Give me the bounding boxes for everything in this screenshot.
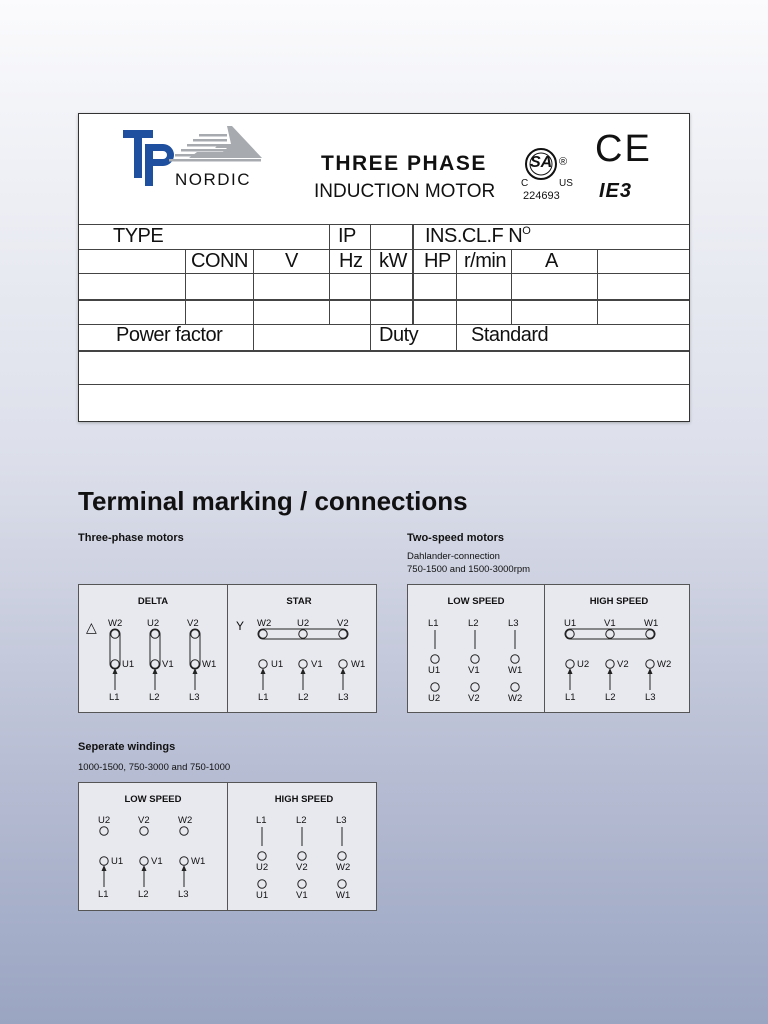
terminal: [511, 655, 519, 663]
delta-bot-u1: U1: [122, 659, 135, 670]
terminal: [338, 880, 346, 888]
two-speed-heading: Two-speed motors: [407, 532, 504, 544]
csa-number: 224693: [523, 190, 560, 202]
insulation-sup: O: [522, 225, 531, 237]
csa-mark: SA: [530, 154, 553, 171]
terminal: [151, 630, 159, 638]
arrow-head: [102, 865, 107, 871]
sep-high-l1: L1: [256, 815, 267, 826]
sep-low-l3: L3: [178, 889, 189, 900]
terminal: [299, 630, 307, 638]
delta-top-w2: W2: [108, 618, 123, 629]
star-line-l1: L1: [258, 692, 269, 703]
terminal: [140, 827, 148, 835]
terminal: [646, 630, 654, 638]
terminal: [191, 660, 199, 668]
terminal: [140, 857, 148, 865]
dahl-low-u1: U1: [428, 665, 441, 676]
dahl-low-title: LOW SPEED: [447, 596, 505, 607]
dahl-high-l2: L2: [605, 692, 616, 703]
delta-line-l3: L3: [189, 692, 200, 703]
sep-low-w2: W2: [178, 815, 193, 826]
terminal: [298, 880, 306, 888]
sep-high-u1: U1: [256, 890, 269, 901]
sep-low-l2: L2: [138, 889, 149, 900]
delta-symbol-icon: △: [86, 619, 97, 635]
terminal: [606, 630, 614, 638]
sep-high-u2: U2: [256, 862, 269, 873]
sep-high-title: HIGH SPEED: [274, 794, 334, 805]
label-rmin: r/min: [464, 250, 506, 272]
bridge-link: [110, 629, 120, 669]
terminal: [100, 857, 108, 865]
delta-bot-v1: V1: [162, 659, 174, 670]
dahl-low-l1: L1: [428, 618, 439, 629]
csa-c: C: [521, 178, 529, 189]
delta-top-v2: V2: [187, 618, 199, 629]
terminal: [431, 683, 439, 691]
dahl-high-w2: W2: [657, 659, 672, 670]
plate-subtitle: INDUCTION MOTOR: [314, 181, 496, 202]
dahl-high-v2: V2: [617, 659, 629, 670]
ce-mark: CE: [595, 128, 652, 170]
star-bot-v1: V1: [311, 659, 323, 670]
csa-us: US: [559, 178, 573, 189]
terminal: [566, 630, 574, 638]
dahlander-text: Dahlander-connection: [407, 551, 500, 562]
bridge-link: [258, 629, 348, 639]
terminal: [259, 660, 267, 668]
terminal: [191, 630, 199, 638]
sep-high-l3: L3: [336, 815, 347, 826]
dahl-low-v2: V2: [468, 693, 480, 704]
sep-low-w1: W1: [191, 856, 206, 867]
delta-line-l2: L2: [149, 692, 160, 703]
sep-low-u2: U2: [98, 815, 111, 826]
dahl-high-u1: U1: [564, 618, 577, 629]
label-current: A: [545, 250, 558, 272]
terminal: [111, 660, 119, 668]
sep-low-v1: V1: [151, 856, 163, 867]
terminal: [180, 857, 188, 865]
dahl-low-l2: L2: [468, 618, 479, 629]
separate-rpm-text: 1000-1500, 750-3000 and 750-1000: [78, 762, 231, 773]
dahl-high-l3: L3: [645, 692, 656, 703]
star-line-l3: L3: [338, 692, 349, 703]
sep-high-v2: V2: [296, 862, 308, 873]
sep-low-v2: V2: [138, 815, 150, 826]
ie3-class: IE3: [599, 180, 633, 202]
dahl-high-l1: L1: [565, 692, 576, 703]
star-top-u2: U2: [297, 618, 310, 629]
sep-high-v1: V1: [296, 890, 308, 901]
sep-high-w2: W2: [336, 862, 351, 873]
label-hz: Hz: [339, 250, 363, 272]
label-kw: kW: [379, 250, 407, 272]
arrow-head: [568, 668, 573, 674]
terminal: [299, 660, 307, 668]
terminal: [338, 852, 346, 860]
sep-high-l2: L2: [296, 815, 307, 826]
star-bot-u1: U1: [271, 659, 284, 670]
label-ip: IP: [338, 225, 356, 247]
terminal: [258, 852, 266, 860]
brand-name: NORDIC: [175, 170, 252, 189]
delta-bot-w1: W1: [202, 659, 217, 670]
terminal: [339, 630, 347, 638]
terminal: [259, 630, 267, 638]
insulation-text: INS.CL.F N: [425, 225, 523, 247]
terminal: [258, 880, 266, 888]
terminal: [566, 660, 574, 668]
csa-registered: ®: [559, 156, 568, 168]
dahl-high-w1: W1: [644, 618, 659, 629]
terminal: [511, 683, 519, 691]
bridge-link: [190, 629, 200, 669]
arrow-head: [608, 668, 613, 674]
dahlander-rpm-text: 750-1500 and 1500-3000rpm: [407, 564, 531, 575]
three-phase-heading: Three-phase motors: [78, 532, 184, 544]
sep-low-l1: L1: [98, 889, 109, 900]
star-top-w2: W2: [257, 618, 272, 629]
dahl-low-w2: W2: [508, 693, 523, 704]
star-line-l2: L2: [298, 692, 309, 703]
section-title: Terminal marking / connections: [78, 486, 468, 516]
terminal: [471, 655, 479, 663]
terminal: [606, 660, 614, 668]
dahl-high-v1: V1: [604, 618, 616, 629]
separate-windings-heading: Seperate windings: [78, 741, 176, 753]
terminal: [180, 827, 188, 835]
label-conn: CONN: [191, 250, 248, 272]
terminal: [151, 660, 159, 668]
label-duty: Duty: [379, 324, 419, 346]
plate-title: THREE PHASE: [321, 152, 487, 175]
dahl-low-w1: W1: [508, 665, 523, 676]
dahl-low-u2: U2: [428, 693, 441, 704]
star-symbol-icon: Y: [236, 619, 245, 633]
arrow-head: [341, 668, 346, 674]
bridge-link: [565, 629, 655, 639]
terminal: [431, 655, 439, 663]
label-hp: HP: [424, 250, 451, 272]
arrow-head: [301, 668, 306, 674]
dahl-low-v1: V1: [468, 665, 480, 676]
sep-low-u1: U1: [111, 856, 124, 867]
arrow-head: [648, 668, 653, 674]
terminal: [298, 852, 306, 860]
delta-line-l1: L1: [109, 692, 120, 703]
delta-top-u2: U2: [147, 618, 160, 629]
bridge-link: [150, 629, 160, 669]
star-title: STAR: [286, 596, 312, 607]
terminal: [339, 660, 347, 668]
dahl-low-l3: L3: [508, 618, 519, 629]
terminal: [471, 683, 479, 691]
star-top-v2: V2: [337, 618, 349, 629]
label-type: TYPE: [113, 225, 164, 247]
terminal: [646, 660, 654, 668]
arrow-head: [182, 865, 187, 871]
label-voltage: V: [285, 250, 298, 272]
label-standard: Standard: [471, 324, 549, 346]
delta-title: DELTA: [137, 596, 169, 607]
sep-low-title: LOW SPEED: [124, 794, 182, 805]
terminal: [100, 827, 108, 835]
arrow-head: [142, 865, 147, 871]
sep-high-w1: W1: [336, 890, 351, 901]
label-power-factor: Power factor: [116, 324, 223, 346]
dahl-high-u2: U2: [577, 659, 590, 670]
dahl-high-title: HIGH SPEED: [589, 596, 649, 607]
star-bot-w1: W1: [351, 659, 366, 670]
arrow-head: [261, 668, 266, 674]
terminal: [111, 630, 119, 638]
